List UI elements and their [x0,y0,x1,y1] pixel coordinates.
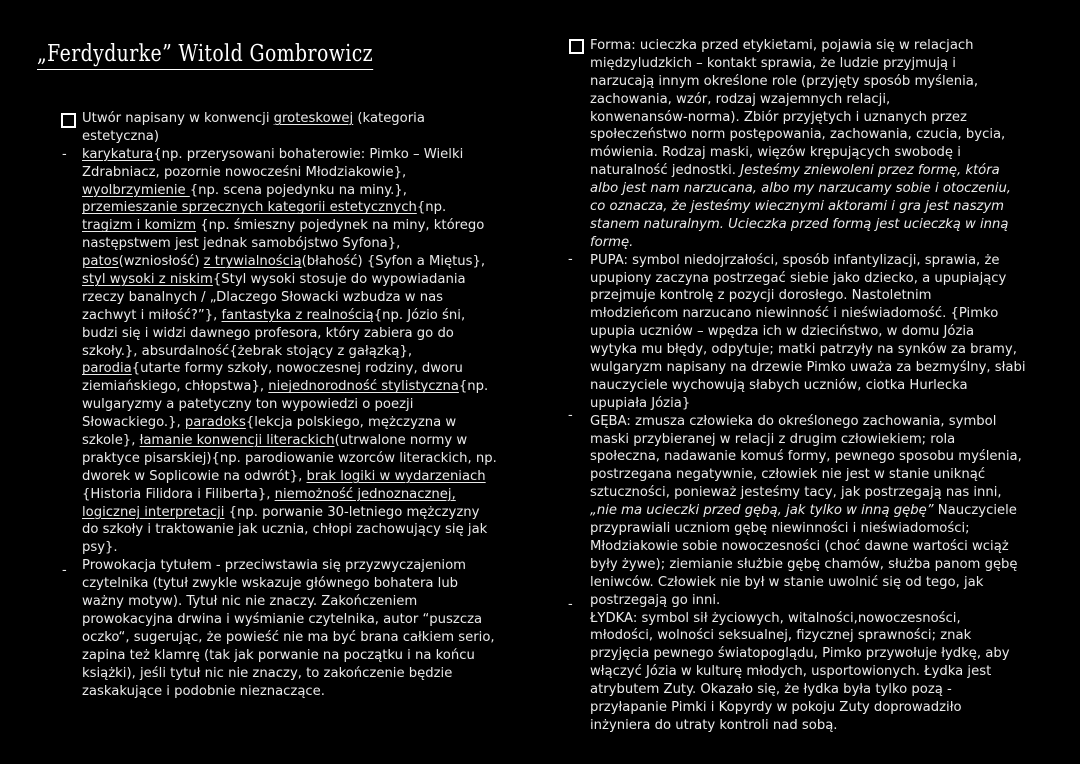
text-line [590,448,1040,466]
text-segment: (kategoria [353,111,425,126]
text-segment: szkole}, [82,433,140,449]
text-line [590,645,1040,663]
text-line [82,146,542,164]
text-segment: oczko“, sugerując, że powieść nie ma być brana całkiem serio, [82,629,495,645]
bullet-dash-icon: - [568,252,573,267]
text-segment: czytelnika (tytuł zwykle wskazuje głównego bohatera lub [82,576,459,592]
text-line [82,486,542,504]
underlined-term: niejednorodność stylistyczna [268,379,459,395]
text-line [82,235,542,253]
text-segment: {utarte formy szkoły, nowoczesnej rodziny, dworu [131,361,463,377]
text-line [82,325,542,343]
text-segment: prowokacyjna drwina i wyśmianie czytelnika, autor “puszcza [82,611,483,627]
text-segment: {Styl wysoki stosuje do wypowiadania [212,272,466,288]
underlined-term: tragizm i komizm [82,218,197,234]
underlined-term: paradoks [184,415,246,431]
text-segment: Zdrabniacz, pozornie nowocześni Młodziakowie}, [82,164,407,180]
text-line [590,466,1040,484]
text-segment: {np. przerysowani bohaterowie: Pimko – Wielki [153,146,464,162]
text-segment: upupia uczniów – wpędza ich w dzieciństwo, w domu Józia [590,324,975,340]
text-line [82,450,542,468]
text-line [82,432,542,450]
text-segment: były żywe); ziemianie służbie gębę chamów, służba panom gębę [590,556,1018,572]
text-segment: ważny motyw). Tytuł nic nie znaczy. Zakończeniem [82,594,418,610]
text-line [590,359,1040,377]
text-line [82,647,542,665]
text-segment: wulgaryzmy a patetyczny ton wypowiedzi o poezji [82,397,414,413]
text-segment: {np. scena pojedynku na miny.}, [189,182,407,198]
text-segment: naturalność jednostki. [590,163,741,179]
bullet-dash-icon: - [62,563,67,578]
text-line [82,217,542,235]
text-segment: postrzegana negatywnie, człowiek nie jest w stanie uniknąć [590,467,986,483]
text-segment: {np. śmieszny pojedynek na miny, którego [196,218,485,234]
text-segment: atrybutem Zuty. Okazało się, że łydka była tylko pozą - [590,682,952,698]
text-segment: szkoły.}, absurdalność{żebrak stojący z gałązką}, [82,343,413,359]
text-line [82,110,542,128]
text-line [82,378,542,396]
text-segment: wulgaryzm napisany na drzewie Pimko uważa za bezmyślny, słabi [590,360,1026,376]
text-segment: międzyludzkich – kontakt sprawia, że ludzie przyjmują i [590,55,956,71]
text-line [590,681,1040,699]
text-line [82,199,542,217]
text-line [82,164,542,182]
right-column-text [590,37,1040,735]
text-segment: narzucają innym określone role (przyjęty sposób myślenia, [590,73,979,89]
text-line [590,305,1040,323]
text-segment: „nie ma ucieczki przed gębą, jak tylko w inną gębę” [590,503,934,519]
text-line [590,216,1040,234]
text-segment: (wzniosłość) [118,254,204,270]
text-segment: zachwyt i miłość?”}, [82,307,222,323]
text-segment: Jesteśmy zniewoleni przez formę, która [740,163,1000,179]
text-line [590,144,1040,162]
text-line [82,271,542,289]
text-segment: budzi się i widzi dawnego profesora, który zabiera go do [82,325,454,341]
text-segment: upupiała Józia} [590,395,691,411]
text-line [82,611,542,629]
text-line [590,109,1040,127]
text-segment: Utwór napisany w konwencji [82,111,274,126]
text-line [590,431,1040,449]
text-segment: młodości, wolności seksualnej, fizycznej sprawności; znak [590,628,972,644]
text-segment: praktyce pisarskiej){np. parodiowanie wzorców literackich, np. [82,450,497,466]
text-line [82,128,542,146]
text-segment: stanem naturalnym. Ucieczka przed formą jest ucieczką w inną [590,216,1009,232]
underlined-term: fantastyka z realnością [221,307,374,323]
text-line [590,717,1040,735]
text-line [590,323,1040,341]
text-segment: sztuczności, ponieważ jesteśmy tacy, jak postrzegają nas inni, [590,485,1002,501]
text-segment: zachowania, wzór, rodzaj wzajemnych relacji, [590,91,891,107]
text-line [590,395,1040,413]
text-segment: następstwem jest jednak samobójstwo Syfona}, [82,236,401,252]
text-line [590,574,1040,592]
text-segment: (błahość) {Syfon a Miętus}, [301,254,486,270]
underlined-term: z trywialnością [203,254,302,270]
text-segment: {np. [458,379,489,395]
text-segment: PUPA: symbol niedojrzałości, sposób infantylizacji, sprawia, że [590,252,1000,268]
text-line [82,253,542,271]
text-line [590,162,1040,180]
text-line [82,593,542,611]
text-segment: dworek w Soplicowie na odwrót}, [82,468,307,484]
text-segment: Nauczyciele [933,503,1017,519]
text-line [590,627,1040,645]
text-segment: Młodziakowie sobie nowoczesności (choć dawne wartości wciąż [590,538,1009,554]
text-line [590,252,1040,270]
text-segment: młodzieńcom narzucano niewinność i nieświadomość. {Pimko [590,306,999,322]
text-segment: albo jest nam narzucana, albo my narzucamy sobie i otoczeniu, [590,181,1011,197]
text-segment: do szkoły i traktowanie jak ucznia, chłopi zachowujący się jak [82,522,488,538]
text-line [82,468,542,486]
text-line [590,377,1040,395]
text-line [82,396,542,414]
text-line [82,575,542,593]
underlined-term: groteskowej [273,111,354,126]
text-segment: książki), jeśli tytuł nic nie znaczy, to zakończenie będzie [82,665,453,681]
underlined-term: parodia [82,361,132,377]
text-segment: upupiony zaczyna postrzegać siebie jako dziecko, a upupiający [590,270,1007,286]
text-segment: leniwców. Człowiek nie był w stanie uwolnić się od tego, jak [590,574,984,590]
underlined-term: przemieszanie sprzecznych kategorii estetycznych [82,200,417,216]
checkbox-icon[interactable] [569,39,584,54]
underlined-term: niemożność jednoznacznej, [274,486,456,502]
text-segment: zapina też klamrę (tak jak porwanie na początku i na końcu [82,647,475,663]
text-segment: przyprawiali uczniom gębę niewinności i nieświadomości; [590,521,970,537]
text-line [590,610,1040,628]
text-segment: mówienia. Rodzaj maski, więzów krępujących swobodę i [590,145,961,161]
text-segment: estetyczna) [82,128,160,144]
text-segment: przyjęcia pewnego światopoglądu, Pimko przywołuje łydkę, aby [590,646,1010,662]
left-column-text [82,110,542,700]
text-line [590,663,1040,681]
text-segment: {lekcja polskiego, mężczyzna w [245,415,457,431]
text-segment: Forma: ucieczka przed etykietami, pojawia się w relacjach [590,38,974,53]
checkbox-icon[interactable] [61,113,76,128]
text-segment: {np. Józio śni, [373,307,466,323]
underlined-term: karykatura [82,146,154,162]
text-segment: Słowackiego.}, [82,415,185,431]
text-segment: konwenansów-norma). Zbiór przyjętych i uznanych przez [590,109,967,125]
text-line [590,502,1040,520]
text-line [82,521,542,539]
text-line [82,504,542,522]
text-segment: {Historia Filidora i Filiberta}, [82,486,275,502]
page-title: „Ferdydurke” Witold Gombrowicz [37,40,373,70]
text-line [82,360,542,378]
bullet-dash-icon: - [568,597,573,612]
underlined-term: łamanie konwencji literackich [139,433,335,449]
text-line [590,556,1040,574]
text-segment: maski przybieranej w relacji z drugim człowiekiem; rola [590,431,956,447]
text-line [82,414,542,432]
bullet-dash-icon: - [568,408,573,423]
text-line [590,341,1040,359]
underlined-term: logicznej interpretacji [82,504,225,520]
text-line [590,520,1040,538]
text-line [590,55,1040,73]
text-line [590,270,1040,288]
text-line [590,413,1040,431]
text-line [590,198,1040,216]
text-segment: ŁYDKA: symbol sił życiowych, witalności,nowoczesności, [590,610,961,626]
text-segment: Prowokacja tytułem - przeciwstawia się przyzwyczajeniom [82,558,467,574]
text-line [82,665,542,683]
text-segment: psy}. [82,540,118,556]
text-line [590,287,1040,305]
text-line [590,180,1040,198]
text-segment: (utrwalone normy w [334,433,468,449]
underlined-term: styl wysoki z niskim [82,272,213,288]
text-line [590,37,1040,55]
text-segment: zaskakujące i podobnie nieznaczące. [82,683,325,699]
text-line [82,629,542,647]
text-line [590,91,1040,109]
text-segment: przyłapanie Pimki i Kopyrdy w pokoju Zuty doprowadziło [590,699,962,715]
text-line [82,343,542,361]
text-segment: przejmuje kontrolę z pozycji dorosłego. Nastoletnim [590,288,932,304]
text-segment: co oznacza, że jesteśmy wiecznymi aktorami i gra jest naszym [590,199,1005,215]
text-segment: włączyć Józia w kulturę młodych, usportowionych. Łydka jest [590,664,992,680]
text-line [590,73,1040,91]
text-line [590,234,1040,252]
text-segment: społeczna, nadawanie komuś formy, pewnego sposobu myślenia, [590,449,1022,465]
text-line [590,126,1040,144]
text-segment: {np. [416,200,447,216]
underlined-term: wyolbrzymienie [82,182,190,198]
text-segment: nauczyciele wychowują słabych uczniów, ciotka Hurlecka [590,377,968,393]
text-segment: GĘBA: zmusza człowieka do określonego zachowania, symbol [590,413,997,429]
underlined-term: patos [82,254,119,270]
text-segment: formę. [590,234,634,250]
text-line [590,592,1040,610]
text-line [82,307,542,325]
text-line [82,182,542,200]
bullet-dash-icon: - [62,147,67,162]
text-line [590,538,1040,556]
text-segment: ziemiańskiego, chłopstwa}, [82,379,269,395]
text-segment: rzeczy banalnych / „Dlaczego Słowacki wzbudza w nas [82,289,444,305]
text-line [590,484,1040,502]
text-line [82,539,542,557]
text-segment: społeczeństwo norm postępowania, zachowania, czucia, bycia, [590,127,1006,143]
text-segment: wytyka mu błędy, odpytuje; matki patrzyły na synków za bramy, [590,342,1017,358]
text-line [82,683,542,701]
text-segment: inżyniera do utraty kontroli nad sobą. [590,717,838,733]
text-line [590,699,1040,717]
text-line [82,557,542,575]
text-line [82,289,542,307]
underlined-term: brak logiki w wydarzeniach [306,468,486,484]
text-segment: postrzegają go inni. [590,592,721,608]
text-segment: {np. porwanie 30-letniego mężczyzny [224,504,480,520]
